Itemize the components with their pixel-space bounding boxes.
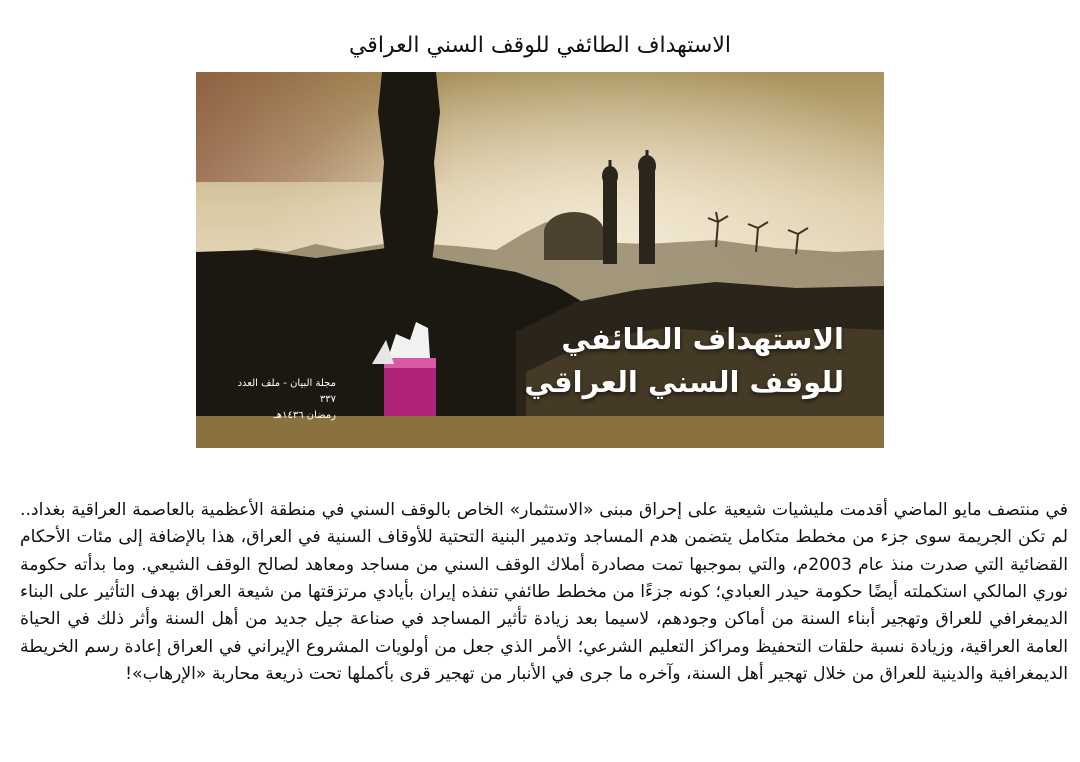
hero-image — [196, 72, 884, 448]
hero-caption — [236, 376, 336, 424]
page-title: الاستهداف الطائفي للوقف السني العراقي — [348, 32, 732, 58]
hero-caption-line1: مجلة البيان - ملف العدد ٣٣٧ — [237, 378, 336, 405]
hero-caption-line2: رمضان ١٤٣٦هـ — [273, 410, 336, 421]
article-body: في منتصف مايو الماضي أقدمت مليشيات شيعية على إحراق مبنى «الاستثمار» الخاص بالوقف السني في منطقة الأعظمية بالعاصمة العراقية بغداد.. لم تكن الجريمة سوى جزء من مخطط متكامل يتضمن هدم المساجد وتدمير البنية التحتية للأوقاف السنية في العراق، هذا بالإضافة إلى مئات الأحكام القضائية التي صدرت منذ عام 2003م، والتي بموجبها تمت مصادرة أملاك الوقف السني من مساجد ومعاهد لصالح الوقف الشيعي. وما بدأته حكومة نوري المالكي استكملته أيضًا حكومة حيدر العبادي؛ كونه جزءًا من مخطط طائفي تنفذه إيران بأيادي مرتزقتها من شيعة العراق بهدف التأثير على البناء الديمغرافي للعراق وتهجير أبناء السنة من أماكن وجودهم، لاسيما بعد زيادة تأثير المساجد في صناعة جيل جديد من أهل السنة وأثر ذلك في الحياة العامة العراقية، وزيادة نسبة حلقات التحفيظ ومراكز التعليم الشرعي؛ الأمر الذي جعل من أولويات المشروع الإيراني في العراق إعادة رسم الخريطة الديمغرافية والدينية للعراق من خلال تهجير أهل السنة، وآخره ما جرى في الأنبار من تهجير قرى بأكملها تحت ذريعة محاربة «الإرهاب»! — [20, 500, 1068, 684]
hero-overlay-title-line1: الاستهداف الطائفي — [561, 322, 844, 356]
hero-overlay-title — [524, 318, 844, 404]
hero-overlay-title-line2: للوقف السني العراقي — [524, 365, 844, 399]
